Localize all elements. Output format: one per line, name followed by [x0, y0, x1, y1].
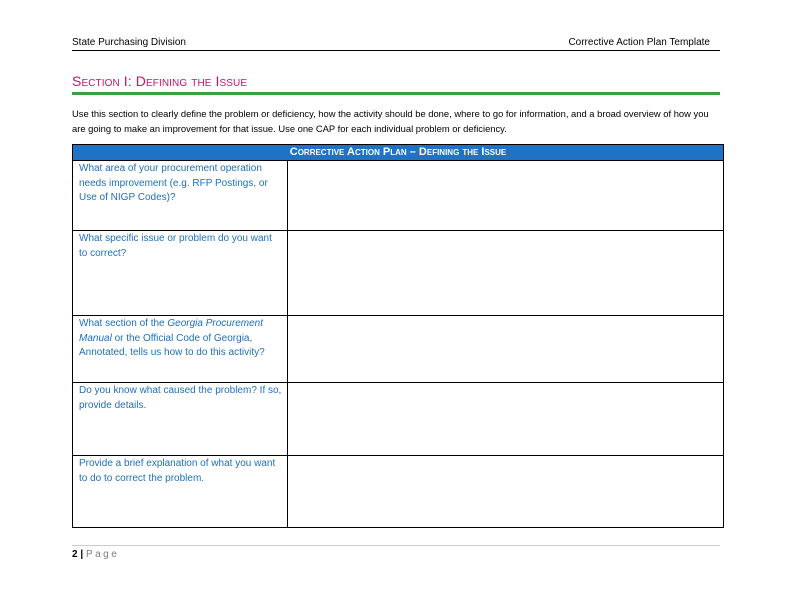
page-header	[72, 36, 720, 51]
answer-cell[interactable]	[288, 161, 724, 231]
answer-cell[interactable]	[288, 231, 724, 316]
table-header: Corrective Action Plan – Defining the Issue	[73, 145, 724, 161]
header-document-title: Corrective Action Plan Template	[568, 37, 710, 48]
page-footer	[72, 549, 119, 560]
table-row	[73, 161, 724, 231]
answer-cell[interactable]	[288, 456, 724, 528]
question-cell: What area of your procurement operation needs improvement (e.g. RFP Postings, or Use of NIGP Codes)?	[73, 161, 288, 231]
header-division: State Purchasing Division	[72, 37, 186, 48]
corrective-action-plan-table	[72, 144, 724, 528]
table-row	[73, 456, 724, 528]
answer-cell[interactable]	[288, 316, 724, 383]
question-text: or the Official Code of Georgia, Annotated, tells us how to do this activity?	[79, 332, 265, 358]
manual-title: Georgia Procurement Manual	[79, 318, 263, 344]
answer-cell[interactable]	[288, 383, 724, 456]
question-text: What section of the	[79, 318, 168, 329]
question-cell: Do you know what caused the problem? If so, provide details.	[73, 383, 288, 456]
page-number: 2	[72, 549, 78, 560]
section-title: Section I: Defining the Issue	[72, 73, 248, 89]
section-intro: Use this section to clearly define the problem or deficiency, how the activity should be done, where to go for information, and a broad overview of how you are going to make an improvement for that issue. Use one CAP for each individual problem or deficiency.	[72, 108, 709, 134]
page-label: Page	[85, 549, 120, 560]
question-cell	[73, 316, 288, 383]
section-divider	[72, 92, 720, 95]
question-cell: Provide a brief explanation of what you want to do to correct the problem.	[73, 456, 288, 528]
question-cell: What specific issue or problem do you want to correct?	[73, 231, 288, 316]
table-row	[73, 231, 724, 316]
table-row	[73, 316, 724, 383]
table-row	[73, 383, 724, 456]
footer-divider	[72, 545, 720, 546]
page-separator: |	[80, 549, 84, 560]
